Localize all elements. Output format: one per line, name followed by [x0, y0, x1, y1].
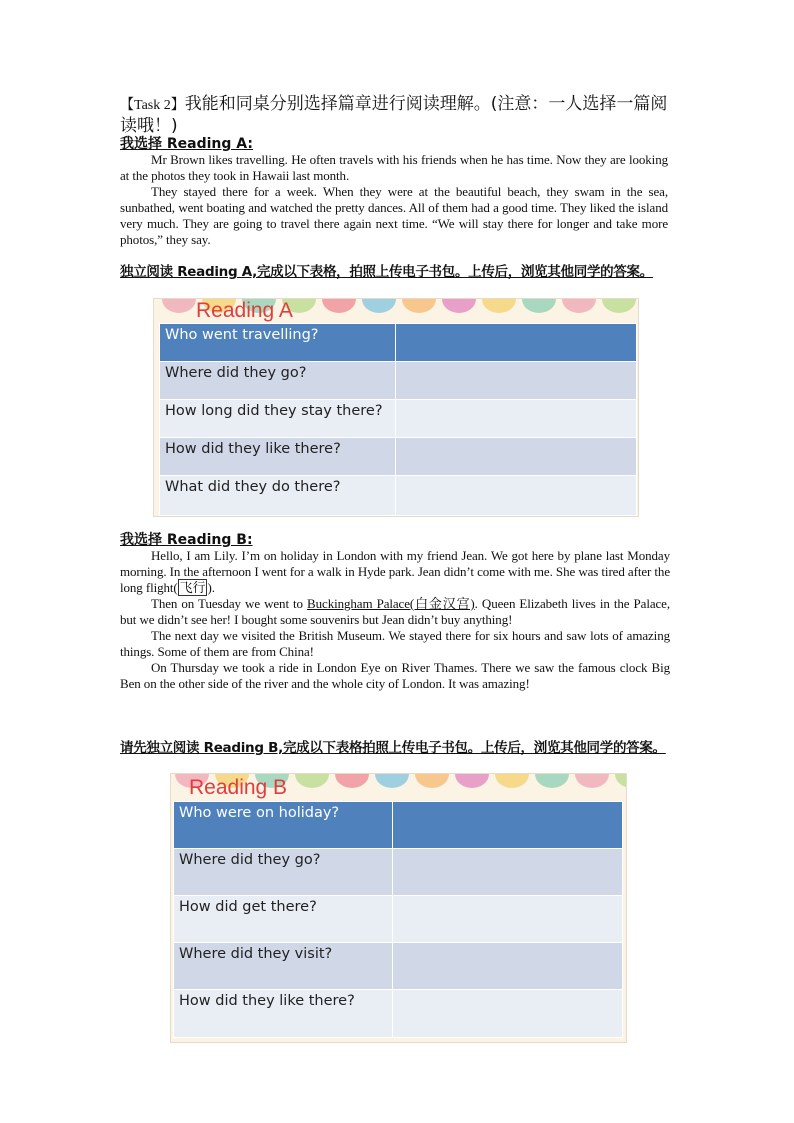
- paragraph-2-start: Then on Tuesday we went to: [151, 596, 308, 611]
- reading-b-image-title: Reading B: [189, 776, 288, 799]
- reading-a-paragraph-2: They stayed there for a week. When they were at the beautiful beach, they swam in the sea, sunbathed, went boating and watched the pretty dances. All of them had a good time. They liked the island very much. They are going to travel there again next time. “We will stay there for longer and take more photos,” they say.: [120, 184, 668, 247]
- table-row: [160, 400, 637, 438]
- question-cell: How did they like there?: [174, 990, 393, 1038]
- reading-a-image-title: Reading A: [196, 299, 293, 322]
- reading-b-section: [120, 532, 670, 692]
- task-tag: 【Task 2】: [120, 98, 185, 113]
- question-cell: Where did they visit?: [174, 943, 393, 990]
- answer-cell: [396, 362, 637, 400]
- table-row: [160, 324, 637, 362]
- answer-cell: [396, 438, 637, 476]
- table-row: [174, 990, 623, 1038]
- task-title-text: 我能和同桌分别选择篇章进行阅读理解。(注意：一人选择一篇阅读哦！): [120, 94, 668, 136]
- question-cell: Where did they go?: [174, 849, 393, 896]
- buckingham-palace-term: Buckingham Palace(白金汉宫): [307, 596, 475, 611]
- answer-cell: [393, 802, 623, 849]
- table-row: [174, 802, 623, 849]
- question-cell: Who were on holiday?: [174, 802, 393, 849]
- reading-b-table-image: [170, 773, 627, 1043]
- answer-cell: [393, 849, 623, 896]
- reading-b-question-table: [173, 801, 623, 1038]
- paragraph-1-end: ).: [207, 580, 215, 595]
- flight-gloss: 飞行: [179, 580, 206, 595]
- table-row: [160, 438, 637, 476]
- reading-a-table-image: [153, 298, 639, 517]
- paragraph-1-text: Hello, I am Lily. I’m on holiday in London with my friend Jean. We got here by plane last Monday morning. In the afternoon I went for a walk in Hyde park. Jean didn’t come with me. She was tired after the long flight(: [120, 548, 670, 595]
- question-cell: How did get there?: [174, 896, 393, 943]
- answer-cell: [393, 943, 623, 990]
- reading-a-passage: [120, 152, 668, 248]
- answer-cell: [396, 324, 637, 362]
- question-cell: Where did they go?: [160, 362, 396, 400]
- reading-b-paragraph-4: On Thursday we took a ride in London Eye on River Thames. There we saw the famous clock Big Ben on the other side of the river and the whole city of London. It was amazing!: [120, 660, 670, 691]
- table-row: [174, 849, 623, 896]
- table-row: [174, 943, 623, 990]
- answer-cell: [393, 990, 623, 1038]
- reading-a-instruction: 独立阅读 Reading A,完成以下表格，拍照上传电子书包。上传后，浏览其他同学的答案。: [120, 264, 653, 280]
- reading-b-paragraph-3: The next day we visited the British Museum. We stayed there for six hours and saw lots of amazing things. Some of them are from China!: [120, 628, 670, 659]
- table-row: [160, 362, 637, 400]
- reading-b-paragraph-1: [120, 548, 670, 596]
- reading-a-paragraph-1: Mr Brown likes travelling. He often travels with his friends when he has time. Now they are looking at the photos they took in Hawaii last month.: [120, 152, 668, 183]
- answer-cell: [396, 476, 637, 516]
- table-row: [174, 896, 623, 943]
- choose-reading-b-label: 我选择 Reading B:: [120, 532, 253, 548]
- reading-a-question-table: [159, 323, 637, 516]
- answer-cell: [393, 896, 623, 943]
- question-cell: How did they like there?: [160, 438, 396, 476]
- choose-reading-a-label: 我选择 Reading A:: [120, 136, 253, 152]
- question-cell: Who went travelling?: [160, 324, 396, 362]
- answer-cell: [396, 400, 637, 438]
- table-row: [160, 476, 637, 516]
- question-cell: How long did they stay there?: [160, 400, 396, 438]
- question-cell: What did they do there?: [160, 476, 396, 516]
- paragraph-2-rest: . Queen Elizabeth lives in the Palace, but we didn’t see her! I bought some souvenirs but Jean didn’t buy anything!: [120, 596, 671, 627]
- task-heading: [120, 94, 680, 136]
- reading-b-instruction: 请先独立阅读 Reading B,完成以下表格拍照上传电子书包。上传后，浏览其他同学的答案。: [120, 740, 666, 756]
- reading-b-paragraph-2: [120, 596, 670, 628]
